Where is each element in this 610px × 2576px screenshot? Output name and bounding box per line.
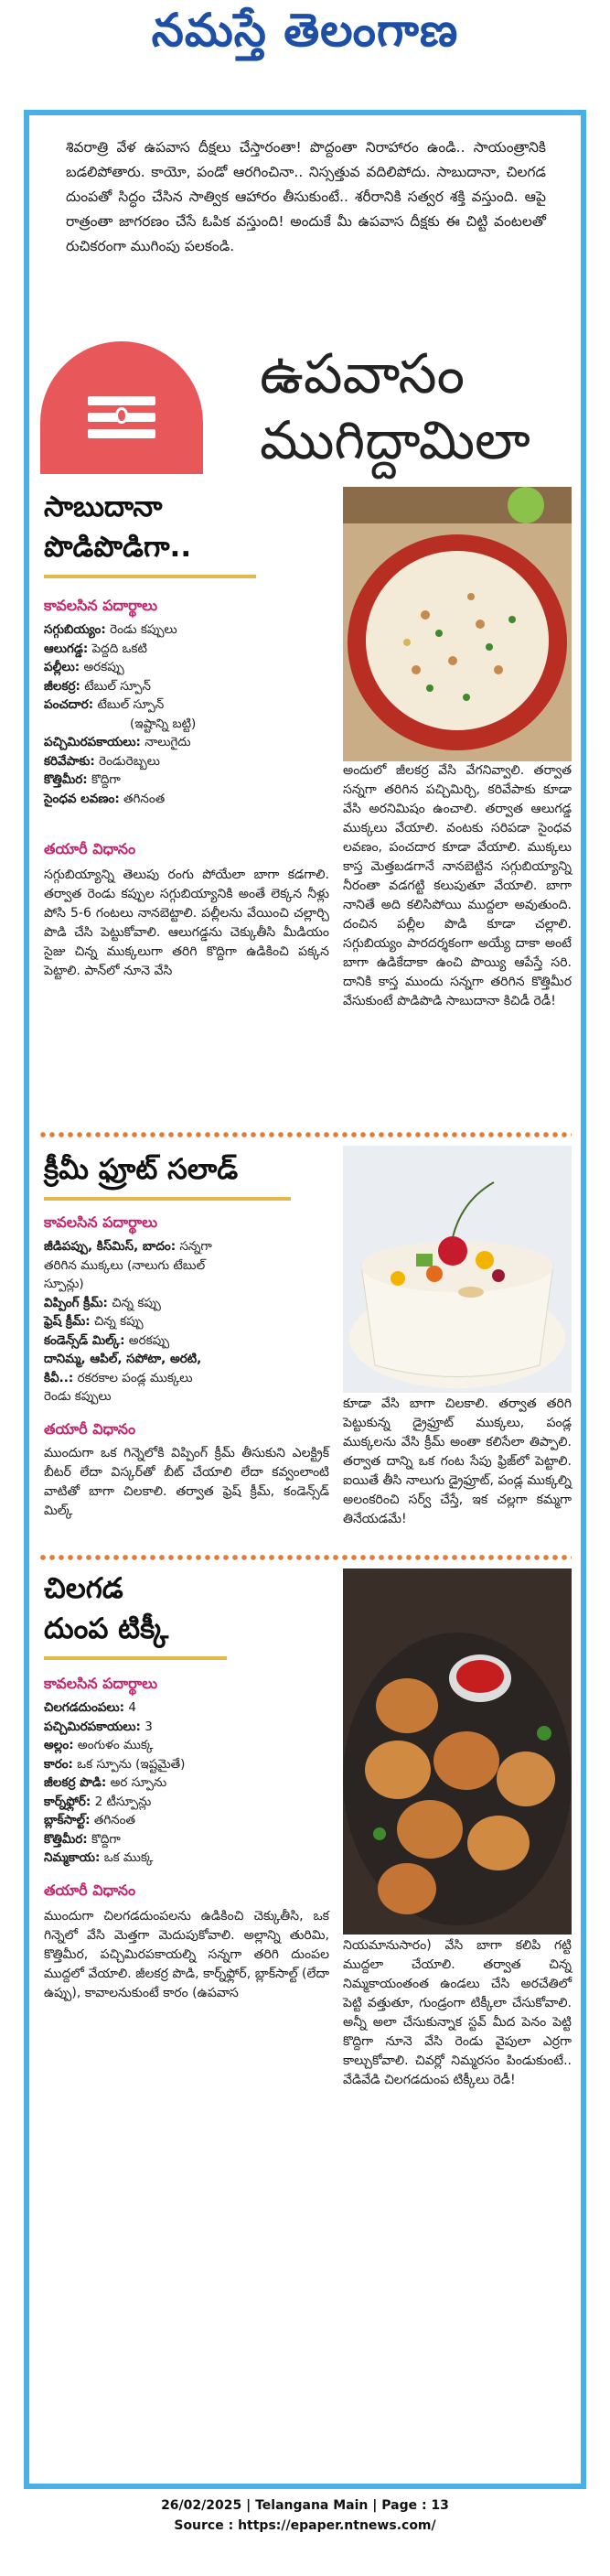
recipe2-ingredients-heading: కావలసిన పదార్థాలు bbox=[44, 1213, 158, 1231]
recipe1-method-left: సగ్గుబియ్యాన్ని తెలుపు రంగు పోయేలా బాగా కడగాలి. తర్వాత రెండు కప్పుల సగ్గుబియ్యానికి అంతే లెక్కన నీళ్లు పోసి 5-6 గంటలు నానబెట్టాలి. పల్లీలను వేయించి చల్లార్చి పొడి చేసి పెట్టుకోవాలి. ఆలుగడ్డను చెక్కుతీసి మీడియం సైజు చిన్న ముక్కలుగా తరిగి కొద్దిగా ఉడికించి పక్కన పెట్టాలి. పాన్‌లో నూనె వేసి bbox=[44, 868, 329, 978]
ingredient-item: బ్లాక్‌సాల్ట్: తగినంత bbox=[44, 1813, 136, 1827]
ingredient-item: ఫ్రెష్ క్రీమ్: చిన్న కప్పు bbox=[44, 1314, 144, 1329]
ingredient-item: ఆలుగడ్డ: పెద్దది ఒకటి bbox=[44, 641, 147, 656]
ingredient-item: కొత్తిమీర: కొద్దిగా bbox=[44, 772, 121, 787]
recipe2-title: క్రీమీ ఫ్రూట్ సలాడ్ bbox=[44, 1153, 239, 1186]
ingredient-item: నిమ్మకాయ: ఒక ముక్క bbox=[44, 1850, 154, 1865]
section-divider bbox=[38, 1552, 572, 1563]
ingredient-item: కరివేపాకు: రెండురెబ్బలు bbox=[44, 753, 160, 769]
section-divider bbox=[38, 1129, 572, 1140]
recipe2-method-heading: తయారీ విధానం bbox=[44, 1420, 136, 1438]
recipe1-method-right: అందులో జీలకర్ర వేసి వేగనివ్వాలి. తర్వాత సన్నగా తరిగిన పచ్చిమిర్చి, కరివేపాకు కూడా వేసి అరనిమిషం ఉంచాలి. తర్వాత ఆలుగడ్డ ముక్కలు వేయాలి. వంటకు సరిపడా సైంధవ లవణం, పంచదార కూడా వేయాలి. ముక్కలు కాస్త మెత్తబడగానే నానబెట్టిన సగ్గుబియ్యాన్ని నీరంతా వడగట్టి కలుపుతూ వేయాలి. బాగా నానితే అది కలిసిపోయి ముద్దలా అవుతుంది. దంచిన పల్లీల పొడి కూడా చల్లాలి. సగ్గుబియ్యం పారదర్శకంగా అయ్యే దాకా అంటే బాగా ఉడికేదాకా ఉంచి పొయ్యి ఆపేస్తే సరి. దానికి కాస్త ముందు సన్నగా తరిగిన కొత్తిమీర వేసుకుంటే పొడిపొడి సాబుదానా కిచిడీ రెడీ! bbox=[343, 763, 572, 1008]
ingredient-item: కండెన్స్‌డ్ మిల్క్: అరకప్పు bbox=[44, 1332, 170, 1348]
recipe3-method-left: ముందుగా చిలగడదుంపలను ఉడికించి చెక్కుతీసి, ఒక గిన్నెలో వేసి మెత్తగా మెదుపుకోవాలి. అల్లాన్ని తురిమి, కొత్తిమీర, పచ్చిమిరపకాయల్ని సన్నగా తరిగి దుంపల ముద్దలో వేయాలి. జీలకర్ర పొడి, కార్న్‌ఫ్లోర్, బ్లాక్‌సాల్ట్ (లేదా ఉప్పు), కావాలనుకుంటే కారం (ఉపవాస bbox=[44, 1909, 329, 2000]
article-frame bbox=[24, 110, 586, 2489]
footer-source: Source : https://epaper.ntnews.com/ bbox=[174, 2518, 436, 2533]
intro-paragraph: శివరాత్రి వేళ ఉపవాస దీక్షలు చేస్తారంతా! పొద్దంతా నిరాహారం ఉండి.. సాయంత్రానికి బడలిపోతారు. కాయో, పండో ఆరగించినా.. నిస్సత్తువ వదిలిపోదు. సాబుదానా, చిలగడ దుంపతో సిద్ధం చేసిన సాత్విక ఆహారం తీసుకుంటే.. శరీరానికి సత్వర శక్తి వస్తుంది. ఆపై రాత్రంతా జాగరణం చేసే ఓపిక వస్తుంది! అందుకే మీ ఉపవాస దీక్షకు ఈ చిట్టి వంటలతో రుచికరంగా ముగింపు పలకండి. bbox=[66, 139, 546, 254]
ingredient-item: కొత్తిమీర: కొద్దిగా bbox=[44, 1831, 121, 1847]
title-underline bbox=[44, 1656, 227, 1660]
recipe3-method-heading: తయారీ విధానం bbox=[44, 1881, 136, 1899]
shiva-tilak-icon bbox=[40, 341, 203, 474]
tikki-photo bbox=[343, 1568, 572, 1935]
recipe-fruit-salad bbox=[29, 1146, 581, 1548]
ingredient-item: (ఇష్టాన్ని బట్టి) bbox=[130, 716, 197, 731]
ingredient-item: పచ్చిమిరపకాయలు: 3 bbox=[44, 1719, 153, 1734]
headline-banner bbox=[40, 341, 580, 477]
fruit-salad-photo bbox=[343, 1146, 572, 1393]
ingredient-item: కివీ..: రకరకాల పండ్ల ముక్కలు bbox=[44, 1370, 193, 1385]
headline-line-1: ఉపవాసం bbox=[260, 342, 466, 406]
ingredient-item: సైంధవ లవణం: తగినంత bbox=[44, 791, 166, 806]
title-underline bbox=[44, 1197, 291, 1201]
headline-line-2: ముగిద్దామిలా bbox=[260, 409, 530, 471]
ingredient-item: సగ్గుబియ్యం: రెండు కప్పులు bbox=[44, 622, 177, 637]
recipe3-ingredients-list bbox=[44, 1698, 318, 1868]
ingredient-item: రెండు కప్పులు bbox=[44, 1389, 112, 1404]
recipe2-ingredients-list bbox=[44, 1237, 318, 1407]
ingredient-item: పంచదార: టేబుల్ స్పూన్ bbox=[44, 697, 165, 712]
recipe1-ingredients-heading: కావలసిన పదార్థాలు bbox=[44, 597, 158, 614]
recipe3-title-line2: దుంప టిక్కీ bbox=[44, 1612, 169, 1645]
newspaper-title: నమస్తే తెలంగాణ bbox=[151, 3, 459, 57]
ingredient-item: అల్లం: అంగుళం ముక్క bbox=[44, 1738, 154, 1752]
ingredient-item: కార్న్‌ఫ్లోర్: 2 టీస్పూన్లు bbox=[44, 1794, 152, 1809]
recipe-sweet-potato-tikki bbox=[29, 1568, 581, 2484]
ingredient-item: జీలకర్ర: టేబుల్ స్పూన్ bbox=[44, 678, 152, 694]
recipe1-ingredients-list bbox=[44, 620, 318, 808]
title-underline bbox=[44, 575, 256, 578]
recipe2-method-right: కూడా వేసి బాగా చిలకాలి. తర్వాత తరిగి పెట్టుకున్న డ్రైఫ్రూట్ ముక్కలు, పండ్ల ముక్కలను వేసి క్రీమ్ అంతా కలిసేలా తిప్పాలి. తర్వాత దాన్ని ఒక గంట సేపు ఫ్రిజ్‌లో పెట్టాలి. ఐయితే తీసి నాలుగు డ్రైఫ్రూట్, పండ్ల ముక్కల్ని అలంకరించి సర్వ్ చేస్తే, ఇక చల్లగా కమ్మగా తినేయడమే! bbox=[343, 1396, 572, 1526]
ingredient-item: జీలకర్ర పొడి: అర స్పూను bbox=[44, 1775, 167, 1790]
recipe2-method-left: ముందుగా ఒక గిన్నెలోకి విప్పింగ్ క్రీమ్ తీసుకుని ఎలక్ట్రిక్ బీటర్ లేదా విస్కర్‌తో బీట్ చేయాలి లేదా కవ్వంలాంటి వాటితో బాగా చిలకాలి. తర్వాత ఫ్రెష్ క్రీమ్, కండెన్స్‌డ్ మిల్క్ bbox=[44, 1446, 329, 1518]
ingredient-item: కారం: ఒక స్పూను (ఇష్టమైతే) bbox=[44, 1756, 186, 1772]
ingredient-item: దానిమ్మ, ఆపిల్, సపోటా, అరటి, bbox=[44, 1352, 202, 1366]
recipe-sabudana bbox=[29, 487, 581, 1127]
recipe3-ingredients-heading: కావలసిన పదార్థాలు bbox=[44, 1675, 158, 1692]
recipe3-method-right: నియమానుసారం) వేసి బాగా కలిపి గట్టి ముద్దలా చేయాలి. తర్వాత చిన్న నిమ్మకాయంతంత ఉండలు చేసి అరచేతిలో పెట్టి వత్తుతూ, గుండ్రంగా టిక్కీలా చేసుకోవాలి. అన్నీ అలా చేసుకున్నాక స్టవ్ మీద పెనం పెట్టి కొద్దిగా నూనె వేసి రెండు వైపులా ఎర్రగా కాల్చుకోవాలి. చివర్లో నిమ్మరసం పిండుకుంటే.. వేడివేడి చిలగడదుంప టిక్కీలు రెడీ! bbox=[343, 1938, 572, 2087]
footer-dateline: 26/02/2025 | Telangana Main | Page : 13 bbox=[161, 2498, 449, 2513]
masthead bbox=[0, 0, 610, 71]
recipe1-title-line1: సాబుదానా bbox=[44, 490, 163, 523]
ingredient-item: పచ్చిమిరపకాయలు: నాలుగైదు bbox=[44, 735, 191, 749]
recipe1-title-line2: పొడిపొడిగా.. bbox=[44, 531, 192, 564]
ingredient-item: పల్లీలు: అరకప్పు bbox=[44, 660, 124, 674]
ingredient-item: తరిగిన ముక్కలు (నాలుగు టేబుల్ bbox=[44, 1257, 206, 1273]
ingredient-item: చిలగడదుంపలు: 4 bbox=[44, 1700, 136, 1715]
ingredient-item: జీడిపప్పు, కిస్‌మిస్, బాదం: సన్నగా bbox=[44, 1239, 212, 1254]
ingredient-item: స్పూన్లు) bbox=[44, 1277, 84, 1291]
ingredient-item: విప్పింగ్ క్రీమ్: చిన్న కప్పు bbox=[44, 1295, 161, 1310]
recipe3-title-line1: చిలగడ bbox=[44, 1572, 123, 1605]
recipe1-method-heading: తయారీ విధానం bbox=[44, 840, 136, 857]
sabudana-photo bbox=[343, 487, 572, 761]
